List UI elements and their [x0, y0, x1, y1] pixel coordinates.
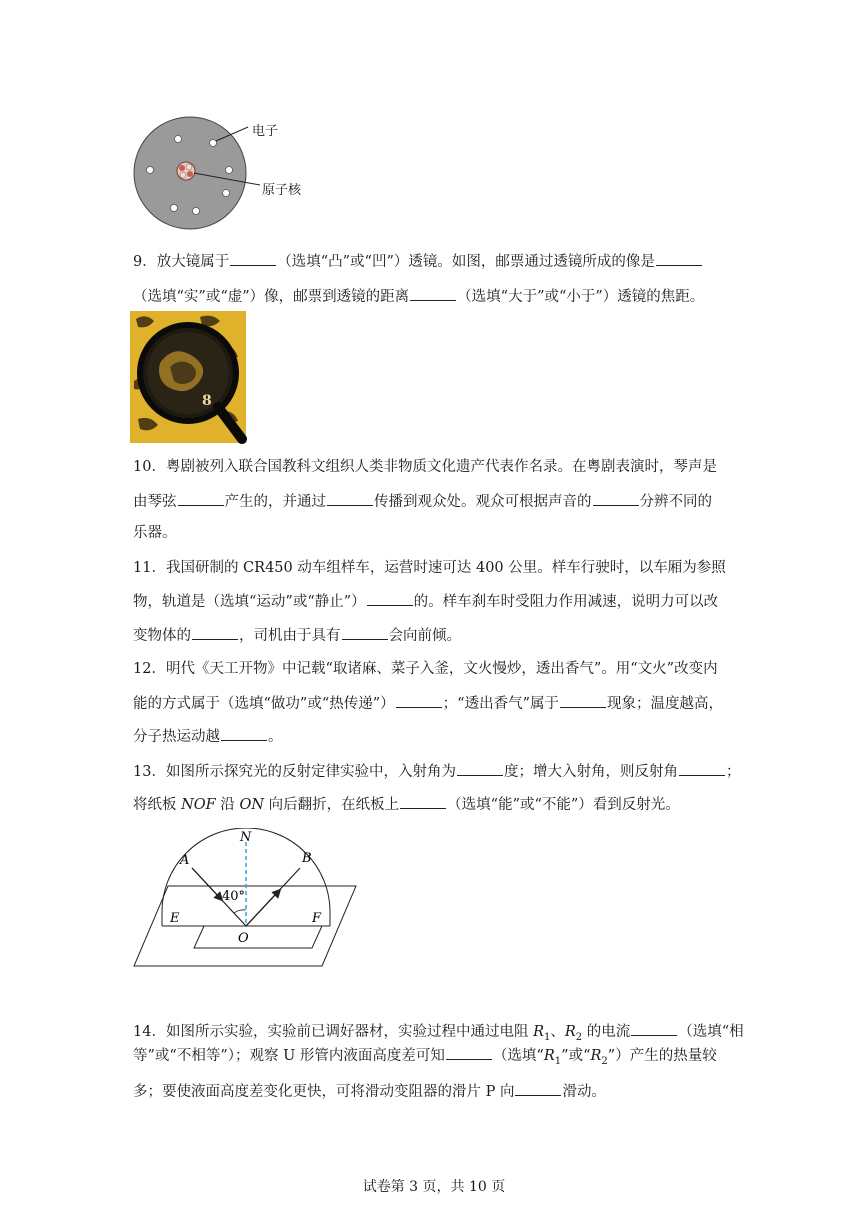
- label-O: O: [238, 931, 249, 946]
- answer-blank[interactable]: [457, 761, 503, 776]
- electron: [223, 190, 230, 197]
- answer-blank[interactable]: [342, 625, 388, 640]
- nucleus-label: 原子核: [262, 183, 302, 198]
- answer-blank[interactable]: [593, 491, 639, 506]
- answer-blank[interactable]: [656, 251, 702, 266]
- electron: [226, 167, 233, 174]
- electron-label: 电子: [252, 124, 279, 139]
- answer-blank[interactable]: [400, 794, 446, 809]
- answer-blank[interactable]: [560, 693, 606, 708]
- q14-line3: 多；要使液面高度差变化更快，可将滑动变阻器的滑片 P 向 滑动。: [133, 1081, 606, 1102]
- answer-blank[interactable]: [367, 591, 413, 606]
- q9-line1: 9．放大镜属于 （选填“凸”或“凹”）透镜。如图，邮票通过透镜所成的像是: [133, 251, 703, 272]
- label-N: N: [240, 830, 252, 845]
- electron: [175, 136, 182, 143]
- q12-line1: 12．明代《天工开物》中记载“取诸麻、菜子入釜，文火慢炒，透出香气”。用“文火”改变内: [133, 661, 718, 677]
- atom-figure: [128, 115, 358, 235]
- answer-blank[interactable]: [327, 491, 373, 506]
- q10-line3: 乐器。: [133, 525, 177, 541]
- q9-line2: （选填“实”或“虚”）像，邮票到透镜的距离 （选填“大于”或“小于”）透镜的焦距。: [133, 286, 704, 307]
- answer-blank[interactable]: [679, 761, 725, 776]
- answer-blank[interactable]: [631, 1021, 677, 1036]
- q12-line2: 能的方式属于（选填“做功”或“热传递”） ；“透出香气”属于 现象；温度越高，: [133, 693, 723, 714]
- label-A: A: [180, 853, 190, 868]
- q11-line1: 11．我国研制的 CR450 动车组样车，运营时速可达 400 公里。样车行驶时，以车厢为参照: [133, 560, 726, 576]
- answer-blank[interactable]: [230, 251, 276, 266]
- q13-line1: 13．如图所示探究光的反射定律实验中，入射角为 度；增大入射角，则反射角 ；: [133, 761, 740, 782]
- q10-line2: 由琴弦 产生的，并通过 传播到观众处。观众可根据声音的 分辨不同的: [133, 491, 712, 512]
- page-footer: 试卷第 3 页，共 10 页: [362, 1179, 506, 1195]
- q12-line3: 分子热运动越 。: [133, 726, 283, 747]
- electron: [193, 208, 200, 215]
- label-E: E: [170, 911, 180, 926]
- atomic-nucleus: [177, 162, 195, 180]
- q13-line2: 将纸板 NOF 沿 ON 向后翻折，在纸板上 （选填“能”或“不能”）看到反射光。: [133, 794, 680, 815]
- label-F: F: [312, 911, 322, 926]
- answer-blank[interactable]: [515, 1081, 561, 1096]
- q11-line2: 物，轨道是（选填“运动”或“静止”） 的。样车刹车时受阻力作用减速，说明力可以改: [133, 591, 718, 612]
- q14-line1: 14．如图所示实验，实验前已调好器材，实验过程中通过电阻 $R_1$、$R_2$ 的电流 （选填“相: [133, 1021, 744, 1048]
- answer-blank[interactable]: [410, 286, 456, 301]
- answer-blank[interactable]: [178, 491, 224, 506]
- angle-arc: [234, 910, 246, 913]
- q11-line3: 变物体的 ，司机由于具有 会向前倾。: [133, 625, 461, 646]
- label-B: B: [302, 851, 312, 866]
- q14-line2: 等”或“不相等”）；观察 U 形管内液面高度差可知 （选填“$R_1$”或“$R_2$”）产生的热量较: [133, 1045, 717, 1072]
- answer-blank[interactable]: [396, 693, 442, 708]
- q10-line1: 10．粤剧被列入联合国教科文组织人类非物质文化遗产代表作名录。在粤剧表演时，琴声是: [133, 459, 717, 475]
- angle-label: 40°: [222, 889, 246, 904]
- reflection-figure: [128, 828, 364, 970]
- electron: [147, 167, 154, 174]
- electron: [171, 205, 178, 212]
- stamp-magnifier-photo: [130, 311, 250, 445]
- answer-blank[interactable]: [221, 726, 267, 741]
- answer-blank[interactable]: [446, 1045, 492, 1060]
- electron: [210, 140, 217, 147]
- mirror: [194, 926, 322, 948]
- stamp-value: 8: [202, 393, 212, 409]
- answer-blank[interactable]: [192, 625, 238, 640]
